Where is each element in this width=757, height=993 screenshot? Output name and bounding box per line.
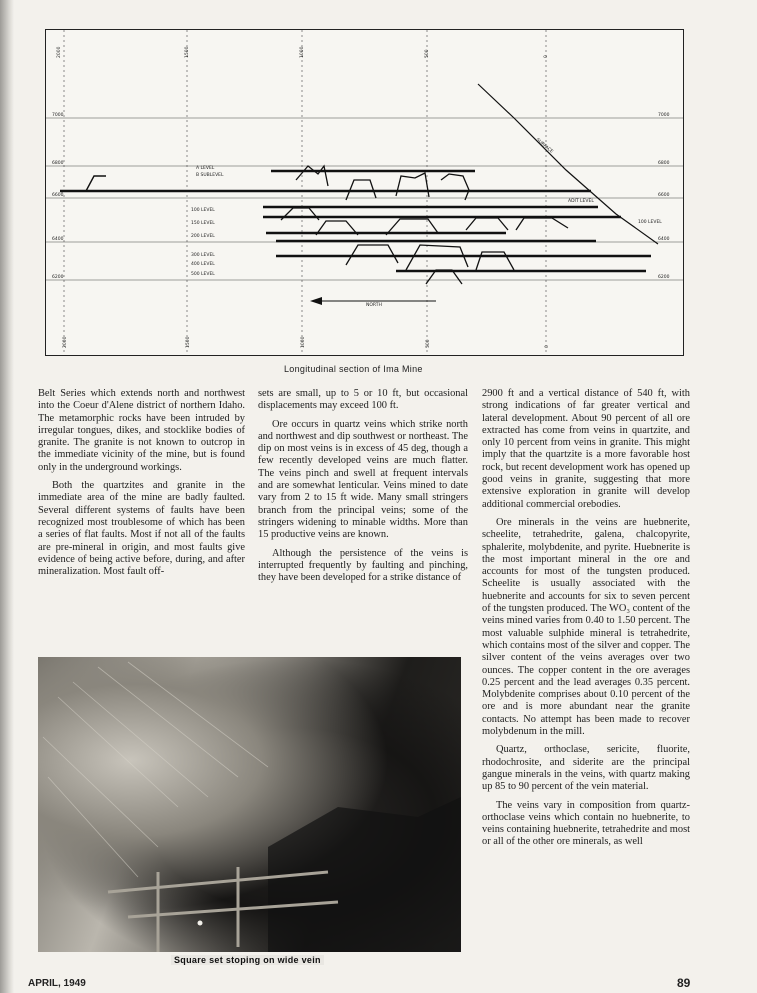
grid-top-label: 1000 xyxy=(300,46,305,58)
paragraph: Both the quartzites and granite in the immediate area of the mine are badly faulted. Several different systems of faults have been recognized most troublesome of which has been a series of flat faults. Most if not all of the faults are pre-mineral in origin, and most faults give evidence of being active before, during, and after mineralization. Most fault off- xyxy=(38,480,245,578)
issue-date: APRIL, 1949 xyxy=(28,978,86,989)
elevation-label: 6800 xyxy=(52,161,64,166)
grid-top-label: 0 xyxy=(544,55,549,58)
paragraph: Although the persistence of the veins is interrupted frequently by faulting and pinching, they have been developed for a strike distance of xyxy=(258,547,468,584)
grid-top-label: 1500 xyxy=(185,46,190,58)
level-label: 400 LEVEL xyxy=(191,262,215,267)
level-label: B SUBLEVEL xyxy=(196,173,224,178)
stoping-photo xyxy=(38,657,461,952)
elevation-label: 7000 xyxy=(658,113,670,118)
elevation-label: 6200 xyxy=(658,275,670,280)
paragraph: The veins vary in composition from quartz-orthoclase veins which contain no huebnerite, to veins containing huebnerite, tetrahedrite and most or all of the other ore minerals, as well xyxy=(482,799,690,848)
grid-bottom-label: 2000 xyxy=(63,336,68,348)
paragraph: Ore occurs in quartz veins which strike north and northwest and dip southwest or northeast. The dip on most veins is in excess of 45 deg, though a few recently developed veins are much flatter. The veins pinch and swell at frequent intervals and are somewhat lenticular. Veins mined to date vary from 2 to 15 ft wide. Many small stringers branch from the principal veins; some of the stringers widening to minable widths. More than 15 productive veins are known. xyxy=(258,418,468,541)
elevation-label: 6800 xyxy=(658,161,670,166)
grid-top-label: 500 xyxy=(425,49,430,58)
book-spine-shadow xyxy=(0,0,14,993)
level-label: 200 LEVEL xyxy=(191,234,215,239)
surface-label: SURFACE xyxy=(534,137,554,155)
right-level-label: 100 LEVEL xyxy=(638,220,662,225)
level-label: 500 LEVEL xyxy=(191,272,215,277)
text-column-3 xyxy=(482,388,690,849)
grid-bottom-label: 1500 xyxy=(186,336,191,348)
level-label: 150 LEVEL xyxy=(191,221,215,226)
text-column-2 xyxy=(258,388,468,584)
elevation-label: 6600 xyxy=(52,193,64,198)
text-column-1 xyxy=(38,388,245,578)
paragraph: sets are small, up to 5 or 10 ft, but occasional displacements may exceed 100 ft. xyxy=(258,388,468,412)
page-number: 89 xyxy=(677,976,691,990)
level-label: 300 LEVEL xyxy=(191,253,215,258)
grid-bottom-label: 500 xyxy=(426,339,431,348)
grid-bottom-label: 1000 xyxy=(301,336,306,348)
figure-caption: Longitudinal section of Ima Mine xyxy=(284,364,423,374)
paragraph: Belt Series which extends north and northwest into the Coeur d'Alene district of northern Idaho. The metamorphic rocks have been intruded by irregular tongues, dikes, and stocklike bodies of granite. The granite is not known to outcrop in the immediate vicinity of the mine, but is found only in the underground workings. xyxy=(38,388,245,473)
level-label: A LEVEL xyxy=(196,166,215,171)
paragraph: 2900 ft and a vertical distance of 540 ft, with strong indications of far greater vertical and lateral development. About 90 percent of all ore extracted has come from veins in quartzite, and only 10 percent from veins in granite. This might imply that the quartzite is a more favorable host rock, but recent development work has opened up good veins in granite, suggesting that more extensive exploration in granite will develop additional commercial orebodies. xyxy=(482,388,690,510)
longitudinal-section-figure xyxy=(45,29,684,356)
elevation-label: 6600 xyxy=(658,193,670,198)
photo-caption: Square set stoping on wide vein xyxy=(171,955,324,965)
level-label: 100 LEVEL xyxy=(191,208,215,213)
paragraph: Quartz, orthoclase, sericite, fluorite, rhodochrosite, and siderite are the principal gangue minerals in the veins, with quartz making up 85 to 90 percent of the vein material. xyxy=(482,744,690,793)
elevation-label: 6400 xyxy=(658,237,670,242)
elevation-label: 6200 xyxy=(52,275,64,280)
photo-timber-sets xyxy=(38,657,461,952)
paragraph: Ore minerals in the veins are huebnerite, scheelite, tetrahedrite, galena, chalcopyrite, sphalerite, molybdenite, and pyrite. Huebnerite is the most important mineral in the ore and accounts for most of the tungsten produced. Scheelite is usually associated with the huebnerite and accounts for six to seven percent of the tungsten produced. The WO₃ content of the veins mined varies from 0.40 to 1.50 percent. The most valuable sulphide mineral is tetrahedrite, which contains most of the silver and copper. The silver content of the veins averages over two ounces. The copper content in the ore averages 0.25 percent and the lead averages 0.35 percent. Molybdenite comprises about 0.10 percent of the ore and is more abundant near the granite contacts. No attempt has been made to recover molybdenum in the mill. xyxy=(482,516,690,738)
grid-top-label: 2000 xyxy=(57,46,62,58)
grid-bottom-label: 0 xyxy=(545,345,550,348)
mine-section-drawing xyxy=(46,30,683,355)
elevation-label: 6400 xyxy=(52,237,64,242)
elevation-label: 7000 xyxy=(52,113,64,118)
north-label: NORTH xyxy=(366,303,382,308)
adit-level-label: ADIT LEVEL xyxy=(568,199,594,204)
